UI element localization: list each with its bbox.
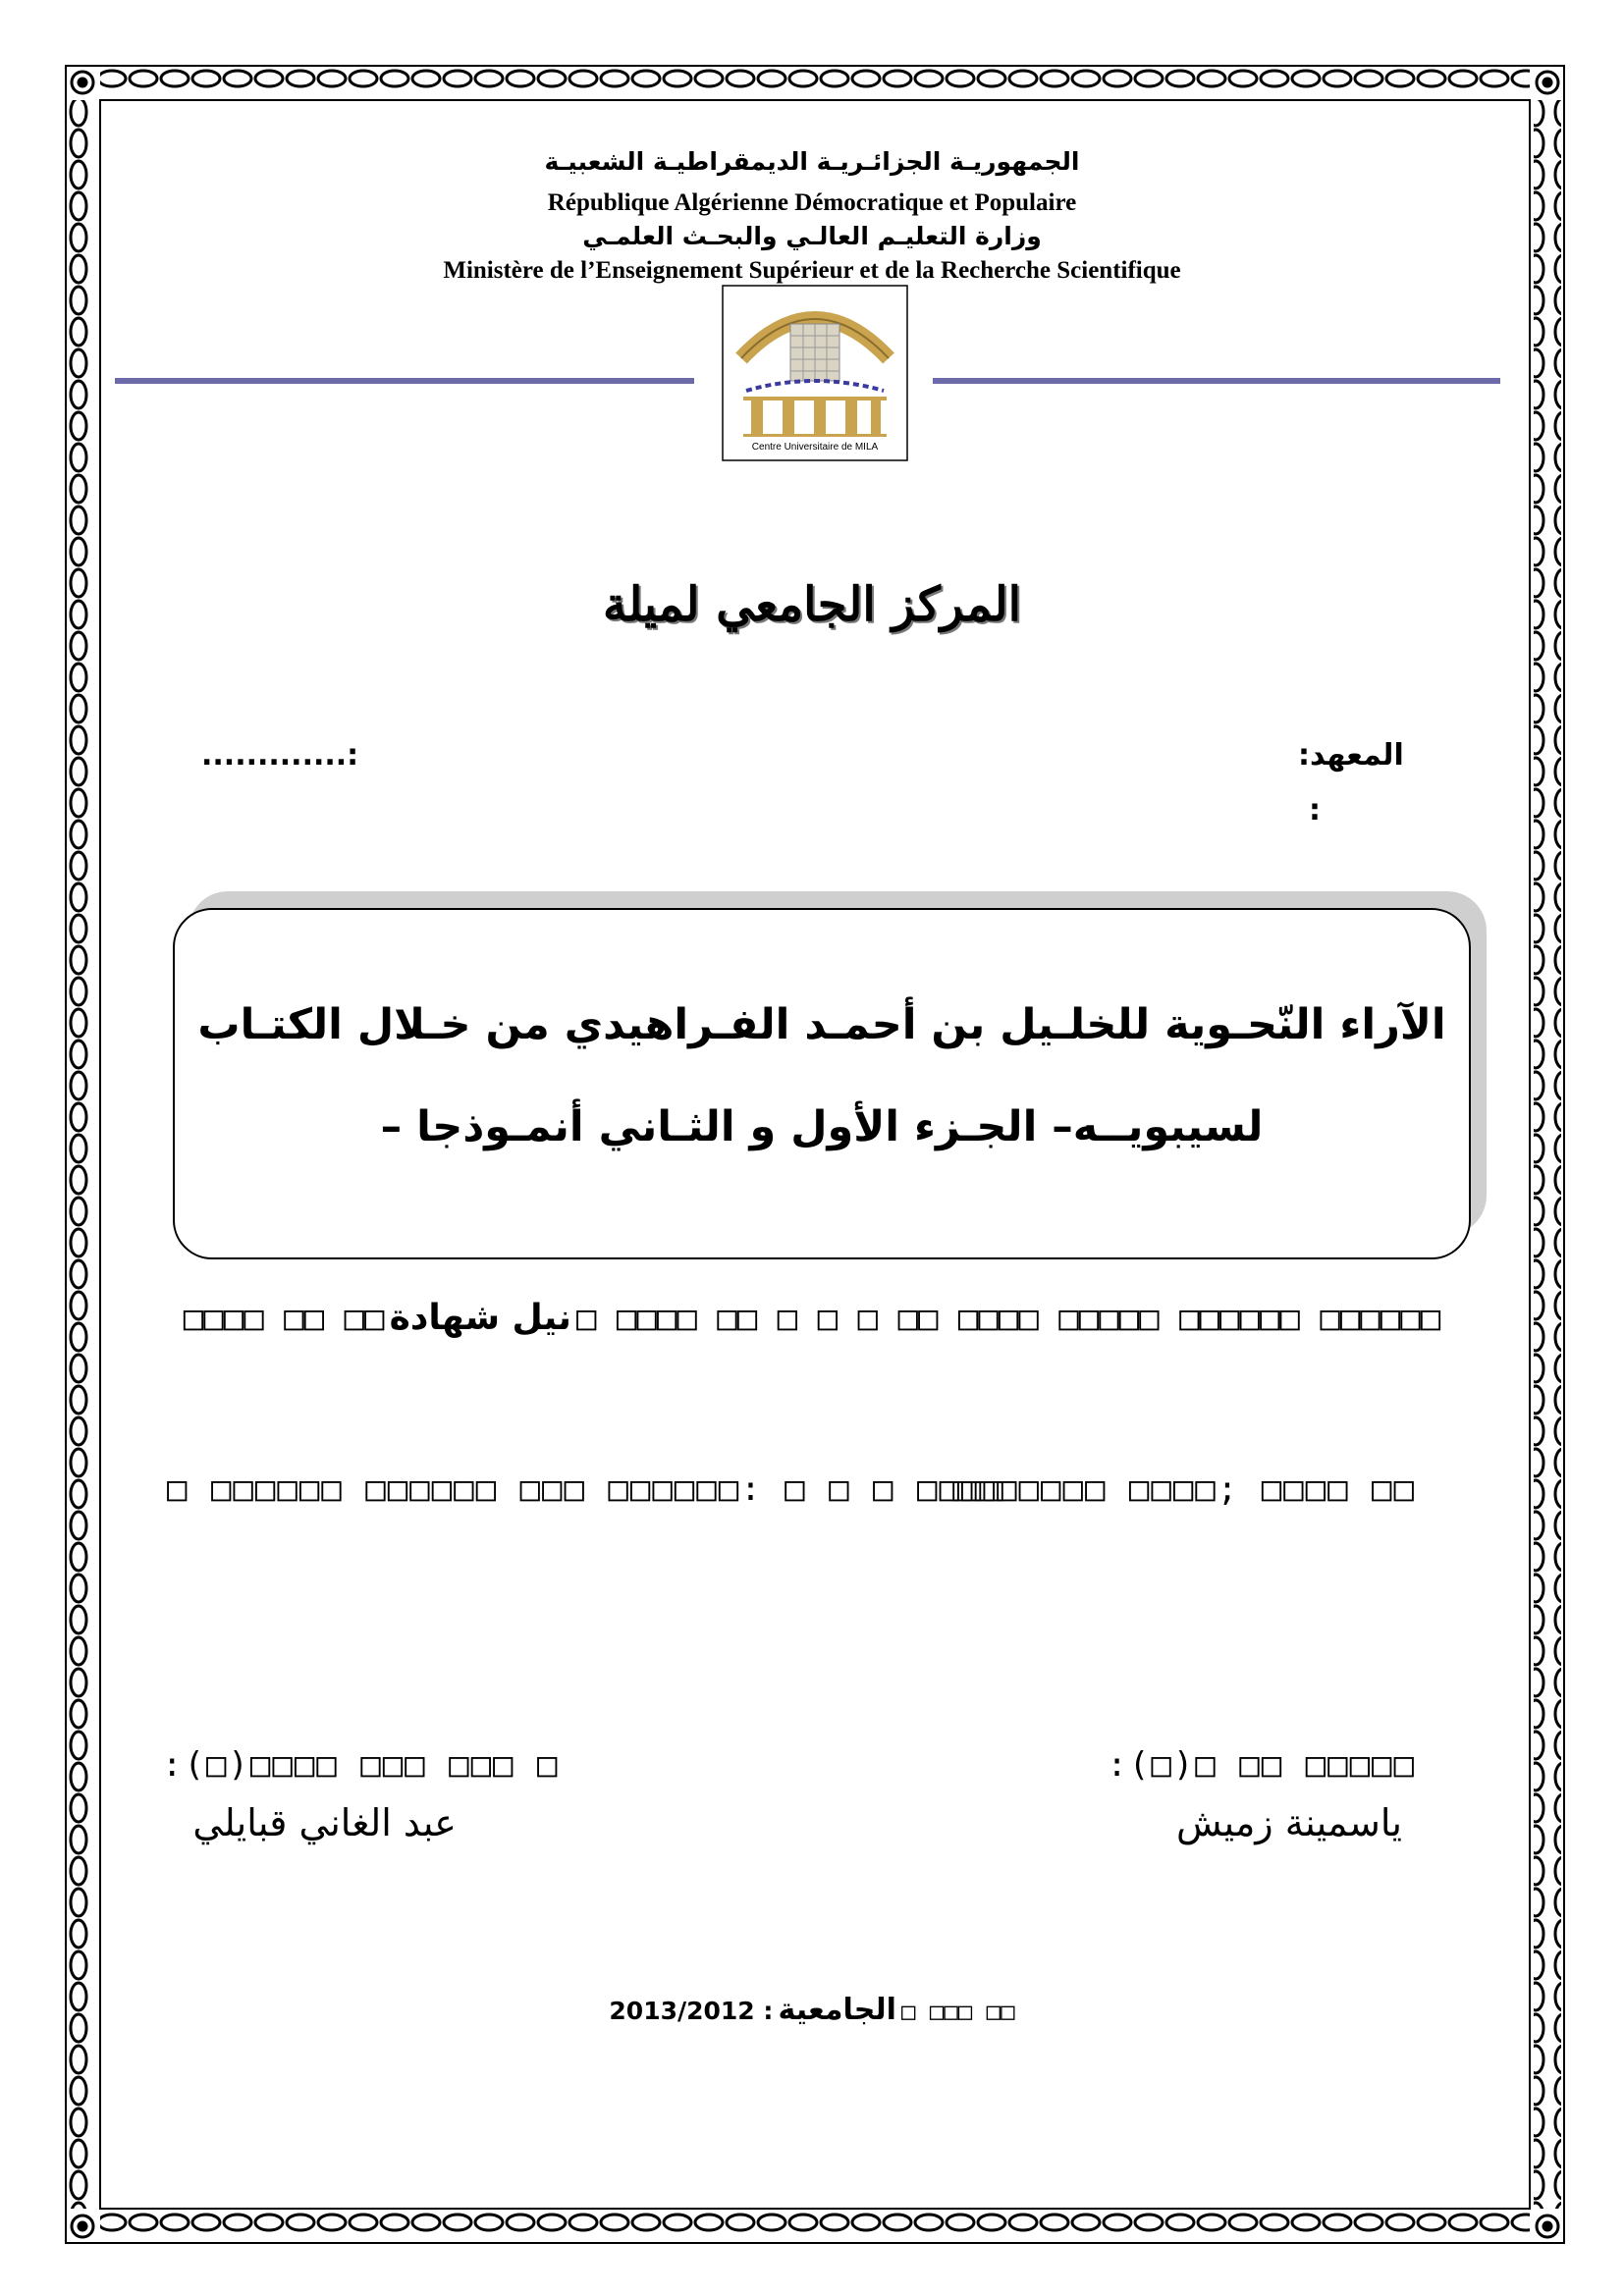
ministry-ar: وزارة التعليـم العالـي والبحـث العلمـي	[582, 222, 1042, 250]
republic-fr: République Algérienne Démocratique et Populaire	[547, 189, 1077, 216]
logo-caption: Centre Universitaire de MILA	[751, 442, 879, 453]
degree-line-garbled-left: □□ □□ □□□□	[183, 1299, 385, 1338]
university-logo	[722, 285, 908, 461]
thesis-title-line-1: الآراء النّحـوية للخلـيل بن أحمـد الفـراهيدي من خـلال الكتـاب	[197, 1000, 1446, 1049]
right-rule	[933, 378, 1500, 384]
institute-colon: :	[1309, 793, 1321, 828]
thesis-title-line-2: لسيبويــه– الجـزء الأول و الثـاني أنمـوذجا –	[380, 1102, 1264, 1151]
degree-line-garbled-right: □□□□□□ □□□□□□ □□□□□ □□□□ □□ □ □ □ □□ □□□□ □	[575, 1299, 1441, 1338]
year-label: الجامعية	[778, 1993, 896, 2027]
degree-line-bold: نيل شهادة	[389, 1298, 571, 1338]
degree-line	[0, 1298, 1624, 1338]
republic-ar: الجمهوريـة الجزائـريـة الديمقراطيـة الشعبيـة	[544, 147, 1080, 176]
student-label: □□□□□ □□ □(□):	[1107, 1745, 1416, 1785]
institute-label: المعهد:	[1298, 738, 1404, 773]
ministry-fr: Ministère de l’Enseignement Supérieur et de la Recherche Scientifique	[443, 257, 1181, 284]
centre-name: المركز الجامعي لميلة	[603, 577, 1021, 632]
academic-year	[0, 1993, 1624, 2027]
specialty-left: □□□□ □ □ □ :□□□□□□ □□□ □□□□□□ □□□□□□ □	[167, 1469, 1005, 1509]
year-garbled: □□ □□□ □	[900, 1998, 1015, 2025]
institute-dots: .............:	[201, 738, 359, 773]
supervisor-label: □ □□□ □□□ □□□□(□):	[162, 1745, 560, 1785]
year-value: : 2013/2012	[609, 1997, 774, 2025]
student-name: ياسمينة زميش	[1176, 1801, 1402, 1844]
thesis-title-box	[173, 908, 1471, 1259]
supervisor-name: عبد الغاني قبايلي	[192, 1801, 457, 1844]
specialty-right: □□ □□□□ ;□□□□ □□□□□□□	[952, 1469, 1416, 1509]
left-rule	[115, 378, 694, 384]
